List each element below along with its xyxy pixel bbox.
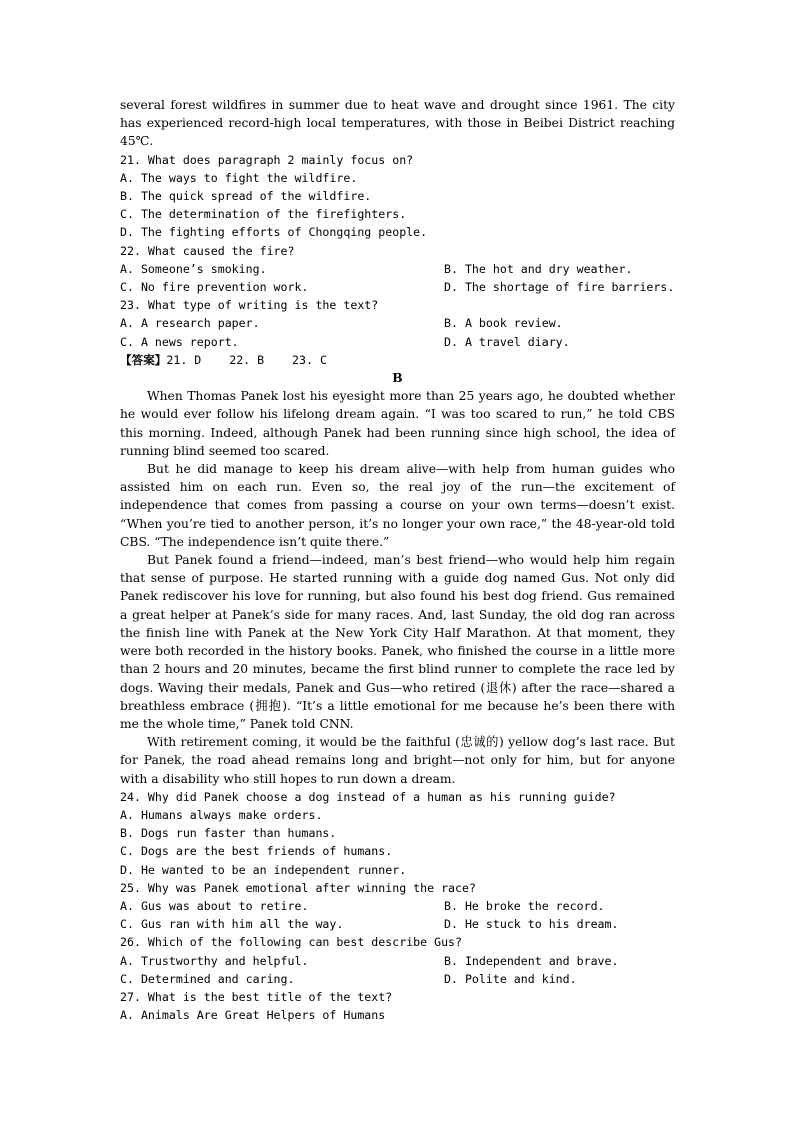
question-22-option-d: D. The shortage of fire barriers. <box>444 280 675 295</box>
question-26-option-b: B. Independent and brave. <box>444 953 619 968</box>
question-23-option-b: B. A book review. <box>444 316 563 331</box>
passage-b-paragraph-3: But Panek found a friend—indeed, man’s best friend—who would help him regain that sense of purpose. He started running with a guide dog named Gus. Not only did Panek rediscover his love for running, but also found his best dog friend. Gus remained a great helper at Panek’s side for many races. And, last Sunday, the old dog ran across the finish line with Panek at the New York City Half Marathon. At that moment, they were both recorded in the history books. Panek, who finished the course in a little more than 2 hours and 20 minutes, became the first blind runner to complete the race led by dogs. Waving their medals, Panek and Gus—who retired (退休) after the race—shared a breathless embrace (拥抱). “It’s a little emotional for me because he’s been there with me the whole time,” Panek told CNN. <box>120 553 675 731</box>
question-22-option-b: B. The hot and dry weather. <box>444 261 633 276</box>
question-25-options-row-1 <box>120 897 675 915</box>
question-23-option-a: A. A research paper. <box>120 316 260 331</box>
question-23-option-c: C. A news report. <box>120 334 239 349</box>
question-26-option-a: A. Trustworthy and helpful. <box>120 953 309 968</box>
question-24-option-d: D. He wanted to be an independent runner. <box>120 862 407 877</box>
passage-b-paragraph-4: With retirement coming, it would be the faithful (忠诚的) yellow dog’s last race. But for Panek, the road ahead remains long and bright—not only for him, but for anyone with a disability who still hopes to run down a dream. <box>120 735 675 786</box>
passage-b-paragraph-1: When Thomas Panek lost his eyesight more than 25 years ago, he doubted whether he would ever follow his lifelong dream again. “I was too scared to run,” he told CBS this morning. Indeed, although Panek had been running since high school, the idea of running blind seemed too scared. <box>120 389 675 458</box>
question-25-stem: 25. Why was Panek emotional after winning the race? <box>120 880 476 895</box>
question-25-option-a: A. Gus was about to retire. <box>120 898 309 913</box>
question-27-stem: 27. What is the best title of the text? <box>120 989 393 1004</box>
answer-key-text: 21. D 22. B 23. C <box>166 352 327 367</box>
question-23-options-row-1 <box>120 314 675 332</box>
question-22-option-c: C. No fire prevention work. <box>120 280 309 295</box>
answer-key <box>120 351 675 369</box>
answer-key-label: 【答案】 <box>120 352 167 367</box>
question-22-option-a: A. Someone’s smoking. <box>120 261 267 276</box>
question-27-option-a: A. Animals Are Great Helpers of Humans <box>120 1008 386 1023</box>
question-26-options-row-2 <box>120 970 675 988</box>
question-25-options-row-2 <box>120 915 675 933</box>
question-24-option-b: B. Dogs run faster than humans. <box>120 826 337 841</box>
question-21-option-c: C. The determination of the firefighters. <box>120 207 407 222</box>
question-26-option-d: D. Polite and kind. <box>444 971 577 986</box>
question-26-stem: 26. Which of the following can best describe Gus? <box>120 935 463 950</box>
question-26-options-row-1 <box>120 952 675 970</box>
question-21-option-d: D. The fighting efforts of Chongqing people. <box>120 225 428 240</box>
question-25-option-b: B. He broke the record. <box>444 898 605 913</box>
question-25-option-d: D. He stuck to his dream. <box>444 917 619 932</box>
section-b-heading: B <box>392 370 403 386</box>
question-21-option-b: B. The quick spread of the wildfire. <box>120 189 372 204</box>
question-24-option-c: C. Dogs are the best friends of humans. <box>120 844 393 859</box>
question-25-option-c: C. Gus ran with him all the way. <box>120 917 344 932</box>
question-23-options-row-2 <box>120 333 675 351</box>
question-23-stem: 23. What type of writing is the text? <box>120 298 379 313</box>
question-22-options-row-1 <box>120 260 675 278</box>
intro-paragraph: several forest wildfires in summer due to heat wave and drought since 1961. The city has experienced record-high local temperatures, with those in Beibei District reaching 45℃. <box>120 98 675 149</box>
question-21-option-a: A. The ways to fight the wildfire. <box>120 170 358 185</box>
question-23-option-d: D. A travel diary. <box>444 334 570 349</box>
question-22-options-row-2 <box>120 278 675 296</box>
question-21-stem: 21. What does paragraph 2 mainly focus on? <box>120 152 414 167</box>
passage-b-paragraph-2: But he did manage to keep his dream alive—with help from human guides who assisted him on each run. Even so, the real joy of the run—the excitement of independence that comes from passing a course on your own terms—doesn’t exist. “When you’re tied to another person, it’s no longer your own race,” the 48-year-old told CBS. “The independence isn’t quite there.” <box>120 462 675 549</box>
question-26-option-c: C. Determined and caring. <box>120 971 295 986</box>
question-22-stem: 22. What caused the fire? <box>120 243 295 258</box>
question-24-option-a: A. Humans always make orders. <box>120 807 323 822</box>
document-page <box>120 96 675 1024</box>
question-24-stem: 24. Why did Panek choose a dog instead of a human as his running guide? <box>120 789 616 804</box>
